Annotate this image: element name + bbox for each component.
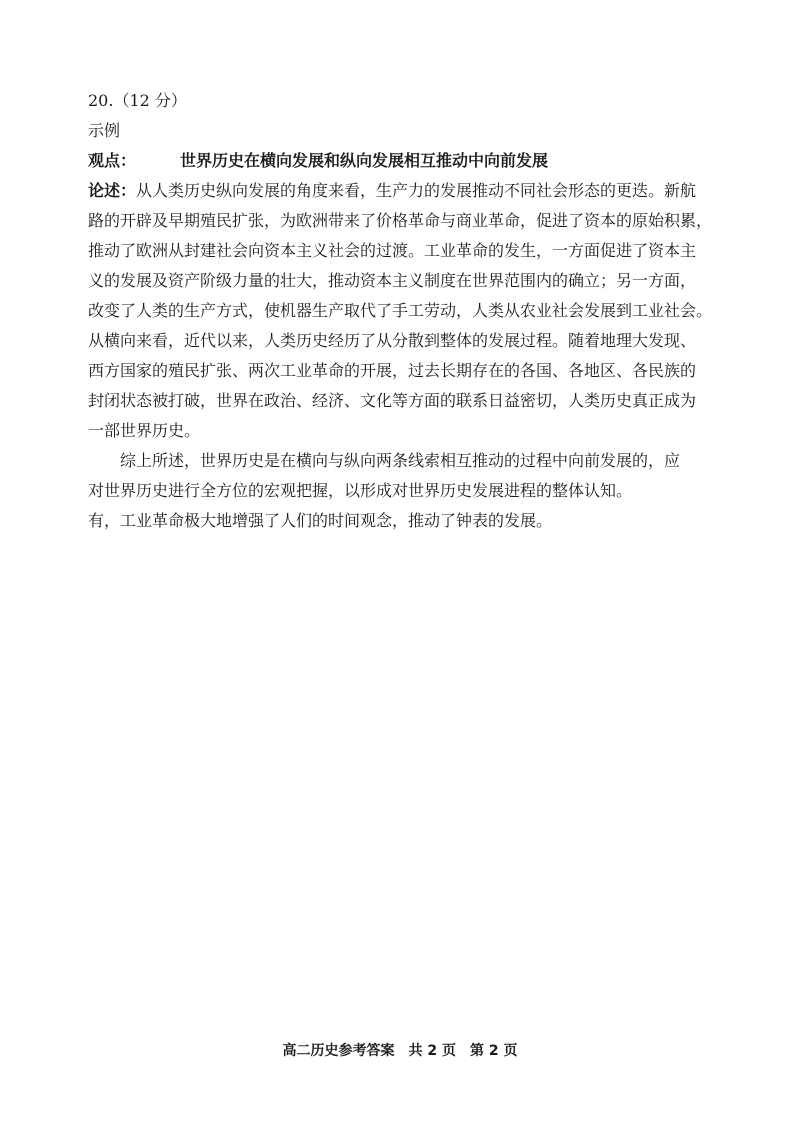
viewpoint-label: 观点： [88,151,137,170]
question-number: 20.（12 分） [88,91,187,110]
conclusion-line: 有，工业革命极大地增强了人们的时间观念，推动了钟表的发展。 [88,511,553,530]
viewpoint-row [88,146,728,176]
conclusion-line: 对世界历史进行全方位的宏观把握，以形成对世界历史发展进程的整体认知。 [88,481,633,500]
argument-line: 路的开辟及早期殖民扩张，为欧洲带来了价格革命与商业革命，促进了资本的原始积累， [88,211,713,230]
argument-line: 义的发展及资产阶级力量的壮大，推动资本主义制度在世界范围内的确立；另一方面， [88,271,697,290]
answer-document [88,86,728,536]
argument-line: 一部世界历史。 [88,421,201,440]
page-footer: 高二历史参考答案 共 2 页 第 2 页 [282,1043,518,1059]
example-label: 示例 [88,121,121,140]
conclusion-line: 综上所述，世界历史是在横向与纵向两条线索相互推动的过程中向前发展的，应 [120,451,681,470]
argument-line: 推动了欧洲从封建社会向资本主义社会的过渡。工业革命的发生，一方面促进了资本主 [88,241,697,260]
argument-label: 论述： [88,181,137,200]
argument-line: 从横向来看，近代以来，人类历史经历了从分散到整体的发展过程。随着地理大发现、 [88,331,697,350]
viewpoint-text: 世界历史在横向发展和纵向发展相互推动中向前发展 [180,151,549,170]
argument-line: 改变了人类的生产方式，使机器生产取代了手工劳动，人类从农业社会发展到工业社会。 [88,301,713,320]
argument-line-1 [88,176,728,206]
argument-text: 从人类历史纵向发展的角度来看，生产力的发展推动不同社会形态的更迭。新航 [136,181,697,200]
argument-line: 西方国家的殖民扩张、两次工业革命的开展，过去长期存在的各国、各地区、各民族的 [88,361,697,380]
argument-line: 封闭状态被打破，世界在政治、经济、文化等方面的联系日益密切，人类历史真正成为 [88,391,697,410]
